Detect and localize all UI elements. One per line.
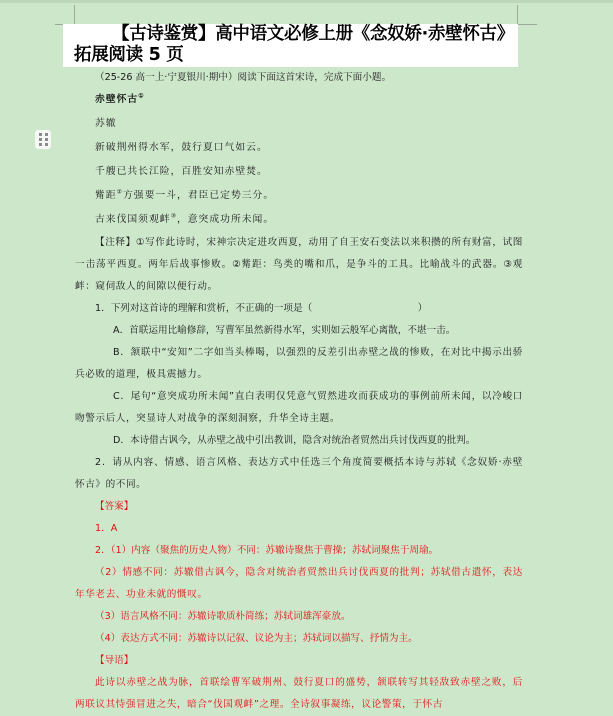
- answer-1: 1．A: [95, 523, 118, 534]
- document-title: [74, 24, 524, 66]
- question-1-option-d: D．本诗借古讽今，从赤壁之战中引出教训，隐含对统治者贸然出兵讨伐西夏的批判。: [113, 435, 476, 446]
- answer-2-part-3: （3）语言风格不同：苏辙诗歌质朴简练；苏轼词雄浑豪放。: [95, 611, 351, 622]
- question-1-option-c: C．尾句“意突成功所未闻”直白表明仅凭意气贸然进攻而获成功的事例前所未闻，以冷峻口吻警示后人，突显诗人对战争的深刻洞察，升华全诗主题。: [75, 391, 523, 424]
- window-top-edge: [0, 0, 613, 3]
- answer-heading: 【答案】: [95, 501, 134, 512]
- question-1-stem: 1．下列对这首诗的理解和赏析，不正确的一项是（ ）: [95, 303, 428, 314]
- poem-line: 新破荆州得水军，鼓行夏口气如云。: [95, 142, 268, 153]
- document-body: [75, 68, 523, 716]
- title-line-1: 【古诗鉴赏】高中语文必修上册《念奴娇·赤壁怀古》: [112, 24, 514, 44]
- question-1-option-a: A．首联运用比喻修辞，写曹军虽然新得水军，实则如云般军心离散，不堪一击。: [113, 325, 456, 336]
- footnote-mark: ①: [138, 92, 145, 100]
- poem-line: 古来伐国须观衅③，意突成功所未闻。: [95, 212, 275, 225]
- poem-line: 觜距②方强要一斗，君臣已定势三分。: [95, 188, 275, 201]
- poem-title: 赤壁怀古①: [95, 92, 145, 105]
- annotation: 【注释】①写作此诗时，宋神宗决定进攻西夏，动用了自王安石变法以来积攒的所有财富，试图一击荡平西夏。两年后战事惨败。②觜距：鸟类的嘴和爪，是争斗的工具。比喻战斗的武器。③观衅：窥伺敌人的间隙以便行动。: [75, 237, 523, 292]
- answer-2-part-4: （4）表达方式不同：苏辙诗以记叙、议论为主；苏轼词以描写、抒情为主。: [95, 633, 418, 644]
- title-line-2: 拓展阅读 5 页: [74, 45, 184, 65]
- drag-handle-icon[interactable]: [35, 130, 51, 149]
- poem-line: 千艘已共长江险，百胜安知赤壁焚。: [95, 166, 268, 177]
- answer-2-part-2: （2）情感不同：苏辙借古讽今，隐含对统治者贸然出兵讨伐西夏的批判；苏轼借古遣怀，表达年华老去、功业未就的慨叹。: [75, 567, 523, 600]
- crop-mark-left-v: [74, 5, 75, 24]
- crop-mark-right-v: [517, 5, 518, 24]
- guide-text: 此诗以赤壁之战为脉，首联绘曹军破荆州、鼓行夏口的盛势，颔联转写其轻敌致赤壁之败，后两联议其恃强冒进之失，暗合“伐国观衅”之理。全诗叙事凝练，议论警策，于怀古: [75, 677, 523, 710]
- guide-heading: 【导语】: [95, 655, 134, 666]
- question-1-option-b: B．颔联中“安知”二字如当头棒喝，以强烈的反差引出赤壁之战的惨败，在对比中揭示出骄兵必败的道理，极具震撼力。: [75, 347, 523, 380]
- question-2: 2．请从内容、情感、语言风格、表达方式中任选三个角度简要概括本诗与苏轼《念奴娇·赤壁怀古》的不同。: [75, 457, 523, 490]
- answer-2-part-1: 2．（1）内容（聚焦的历史人物）不同：苏辙诗聚焦于曹操；苏轼词聚焦于周瑜。: [95, 545, 439, 556]
- poem-author: 苏辙: [95, 118, 117, 129]
- source-line: （25-26 高一上·宁夏银川·期中）阅读下面这首宋诗，完成下面小题。: [95, 72, 392, 83]
